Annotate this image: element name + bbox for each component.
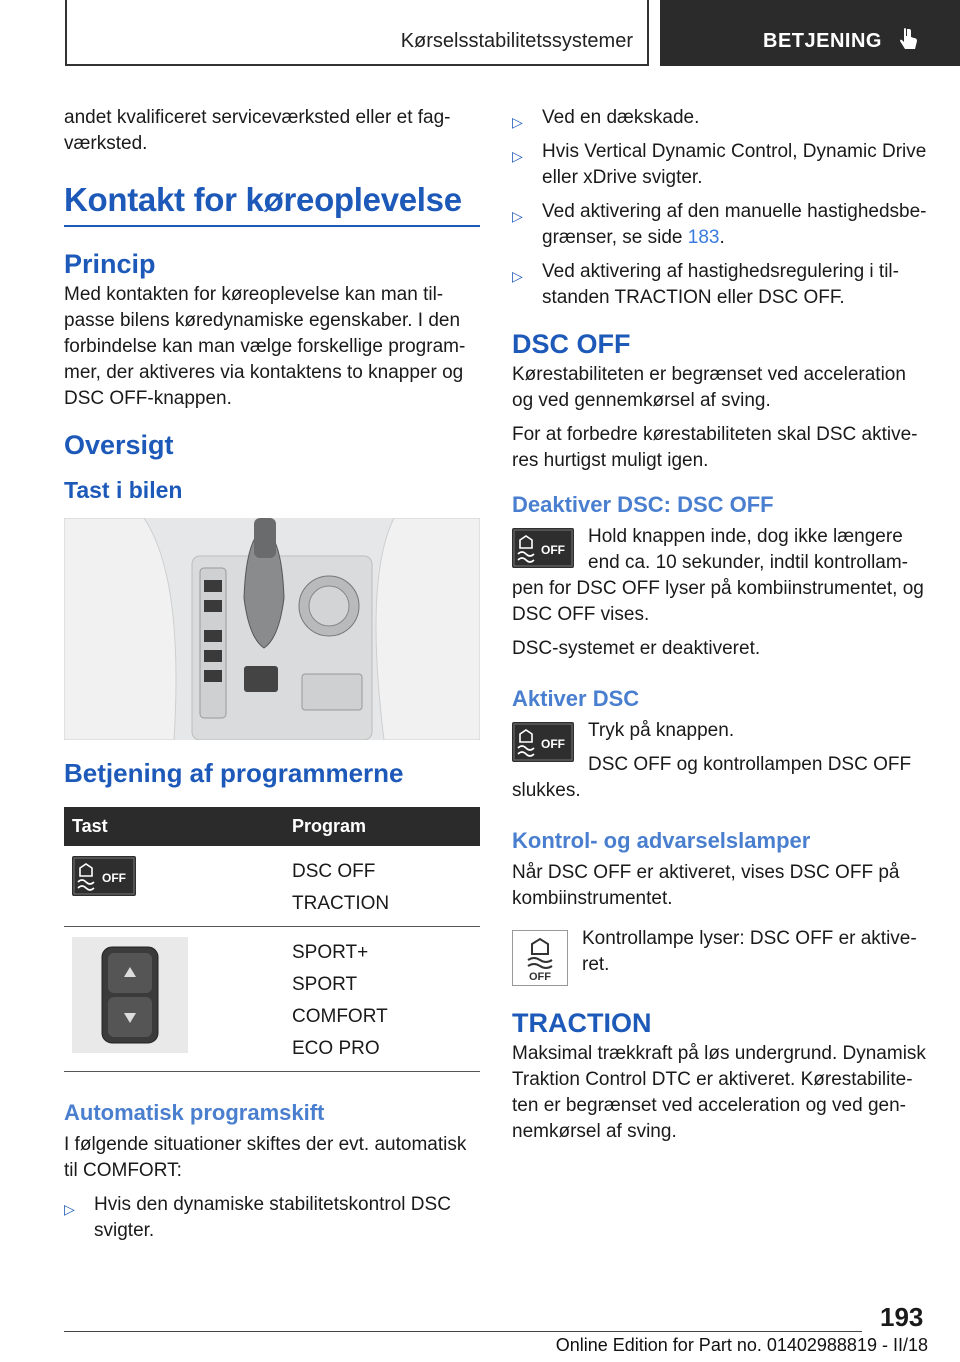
princip-heading: Princip xyxy=(64,249,156,279)
kontrol-heading: Kontrol- og advarselslamper xyxy=(512,828,811,853)
hand-pointer-icon xyxy=(896,27,922,53)
program-cell xyxy=(284,846,480,927)
triangle-bullet-icon: ▷ xyxy=(512,208,523,224)
table-row xyxy=(64,846,480,927)
tast-cell xyxy=(64,846,284,927)
dsc-text-1: Kørestabiliteten er begrænset ved acceleration og ved gennemkørsel af sving. xyxy=(512,364,906,411)
deaktiver-text-2: DSC-systemet er deaktiveret. xyxy=(512,638,761,659)
deaktiver-text-1: Hold knappen inde, dog ikke længere end ca. 10 sekunder, indtil kontrollam-pen for DSC OFF lyser på kombiinstrumentet, og DSC OFF vises. xyxy=(512,526,924,625)
dsc-off-button-icon xyxy=(512,528,574,568)
triangle-bullet-icon: ▷ xyxy=(512,268,523,284)
gear-selector-photo xyxy=(64,518,480,740)
footer-divider xyxy=(64,1331,862,1332)
program-sport-plus: SPORT+ xyxy=(292,942,369,963)
dsc-off-warning-lamp-icon xyxy=(512,930,568,986)
program-sport: SPORT xyxy=(292,974,358,995)
kontrol-text-2: Kontrollampe lyser: DSC OFF er aktive-ret. xyxy=(582,928,917,975)
triangle-bullet-icon: ▷ xyxy=(512,114,523,130)
list-item xyxy=(512,105,928,131)
rocker-switch-icon xyxy=(72,937,188,1053)
table-row xyxy=(64,927,480,1072)
deaktiver-block xyxy=(512,524,928,628)
triangle-bullet-icon: ▷ xyxy=(512,148,523,164)
page-link[interactable]: 183 xyxy=(687,227,720,248)
triangle-bullet-icon: ▷ xyxy=(64,1201,75,1217)
header-section-box xyxy=(65,0,649,66)
program-eco-pro: ECO PRO xyxy=(292,1038,380,1059)
kontrol-text-1: Når DSC OFF er aktiveret, vises DSC OFF på kombiinstrumentet. xyxy=(512,862,900,909)
bullet-text: Ved en dækskade. xyxy=(542,107,700,128)
dsc-off-button-icon xyxy=(512,722,574,762)
page-number: 193 xyxy=(880,1302,924,1332)
dsc-text-2: For at forbedre kørestabiliteten skal DSC aktive-res hurtigst muligt igen. xyxy=(512,424,918,471)
program-comfort: COMFORT xyxy=(292,1006,388,1027)
bullet-text: Ved aktivering af hastighedsregulering i til-standen TRACTION eller DSC OFF. xyxy=(542,261,899,308)
list-item xyxy=(512,139,928,191)
program-dsc-off: DSC OFF xyxy=(292,861,376,882)
main-heading: Kontakt for køreoplevelse xyxy=(64,181,480,227)
table-header-row xyxy=(64,807,480,846)
auto-text: I følgende situationer skiftes der evt. automatisk til COMFORT: xyxy=(64,1134,467,1181)
bullet-text: Ved aktivering af den manuelle hastighedsbe-grænser, se side xyxy=(542,201,927,248)
intro-text: andet kvalificeret serviceværksted eller et fag-værksted. xyxy=(64,107,451,154)
dsc-off-label: OFF xyxy=(541,543,565,557)
aktiver-text-2: DSC OFF og kontrollampen DSC OFF slukkes. xyxy=(512,754,912,801)
list-item xyxy=(64,1192,480,1244)
aktiver-text-1: Tryk på knappen. xyxy=(588,720,735,741)
dsc-off-button-icon xyxy=(72,856,136,896)
dsc-off-heading: DSC OFF xyxy=(512,329,631,359)
edition-text: Online Edition for Part no. 01402988819 - II/18 xyxy=(555,1335,928,1355)
program-cell xyxy=(284,927,480,1072)
left-column xyxy=(64,105,480,1252)
aktiver-heading: Aktiver DSC xyxy=(512,686,640,711)
oversigt-heading: Oversigt xyxy=(64,430,174,460)
right-column xyxy=(512,105,928,1153)
kontrol-block xyxy=(512,926,928,983)
betjening-heading: Betjening af programmerne xyxy=(64,758,404,788)
list-item xyxy=(512,199,928,251)
col-header-program: Program xyxy=(284,807,480,846)
list-item xyxy=(512,259,928,311)
bullet-text: Hvis den dynamiske stabilitetskontrol DSC svigter. xyxy=(94,1194,451,1241)
tast-heading: Tast i bilen xyxy=(64,477,183,503)
aktiver-block xyxy=(512,718,928,804)
traction-heading: TRACTION xyxy=(512,1008,652,1038)
auto-heading: Automatisk programskift xyxy=(64,1100,325,1125)
traction-text: Maksimal trækkraft på løs undergrund. Dynamisk Traktion Control DTC er aktiveret. Kørestabilite-ten er begrænset ved acceleration og ved gen-nemkørsel af sving. xyxy=(512,1043,926,1142)
bullet-text: Hvis Vertical Dynamic Control, Dynamic Drive eller xDrive svigter. xyxy=(542,141,927,188)
dsc-off-label: OFF xyxy=(541,737,565,751)
header-chapter-box xyxy=(660,0,960,66)
dsc-off-label: OFF xyxy=(102,871,126,885)
col-header-tast: Tast xyxy=(64,807,284,846)
section-title: Kørselsstabilitetssystemer xyxy=(400,30,633,52)
program-table xyxy=(64,807,480,1072)
bullet-text-end: . xyxy=(719,227,725,248)
deaktiver-heading: Deaktiver DSC: DSC OFF xyxy=(512,492,774,517)
princip-text: Med kontakten for køreoplevelse kan man til-passe bilens køredynamiske egenskaber. I den forbindelse kan man vælge forskellige program-mer, der aktiveres via kontaktens to knapper og DSC OFF-knappen. xyxy=(64,284,466,409)
lamp-off-label: OFF xyxy=(529,971,551,983)
chapter-title: BETJENING xyxy=(763,30,882,52)
program-traction: TRACTION xyxy=(292,893,390,914)
tast-cell xyxy=(64,927,284,1072)
